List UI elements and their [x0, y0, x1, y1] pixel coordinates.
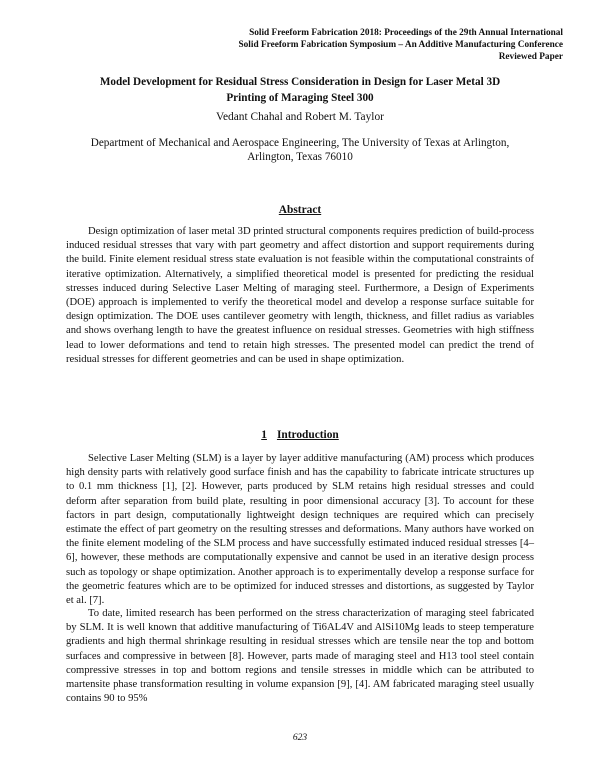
introduction-paragraph-1: Selective Laser Melting (SLM) is a layer by layer additive manufacturing (AM) process which produces high density parts with relatively good surface finish and has the capability to fabricate intricate structures up to 0.1 mm thickness [1], [2]. However, parts produced by SLM retains high residual stresses and could deform after separation from build plate, resulting in poor dimensional accuracy [3]. To account for these factors in part design, computationally lightweight design techniques are required which can precisely estimate the effect of part geometry on the resulting stresses and deformations. Many authors have worked on the finite element modeling of the SLM process and have successfully estimated induced residual stresses [4–6], however, these methods are computationally expensive and cannot be used in an iterative design process such as topology or shape optimization. Another approach is to experimentally develop a response surface for the geometric features which are to be optimized for induced stresses and distortions, as suggested by Taylor et al. [7].	[66, 453, 534, 607]
introduction-paragraph-2: To date, limited research has been performed on the stress characterization of maraging steel fabricated by SLM. It is well known that additive manufacturing of Ti6AL4V and AlSi10Mg leads to steep temperature gradients and high thermal shrinkage resulting in residual stresses which are tensile near the top and bottom surfaces and compressive in between [8]. However, parts made of maraging steel and H13 tool steel contain compressive stresses in top and bottom regions and tensile stresses in middle which can be attributed to martensite phase transformation resulting in volume expansion [9], [4]. AM fabricated maraging steel usually contains 90 to 95%	[66, 608, 534, 705]
affiliation-line-1: Department of Mechanical and Aerospace Engineering, The University of Texas at Arlington,	[90, 137, 510, 149]
abstract-text: Design optimization of laser metal 3D printed structural components requires prediction of build-process induced residual stresses that vary with part geometry and affect distortion and support requirements during the build. Finite element residual stress state evaluation is not feasible within the computational constraints of iterative optimization. Alternatively, a simplified theoretical model is presented for predicting the residual stresses induced during Selective Laser Melting of maraging steel. Furthermore, a Design of Experiments (DOE) approach is implemented to verify the theoretical model and develop a response surface suitable for design optimization. The DOE uses cantilever geometry with length, thickness, and fillet radius as variables and shows overhang length to have the greatest influence on residual stresses. Geometries with high stiffness lead to lower deformations and tend to retain high stresses. The presented model can predict the trend of residual stresses for different geometries and can be used in shape optimization.	[66, 226, 534, 365]
authors: Vedant Chahal and Robert M. Taylor	[216, 111, 384, 123]
paper-title	[60, 75, 540, 106]
abstract-heading	[60, 203, 540, 217]
conference-header-line-2: Solid Freeform Fabrication Symposium – An Additive Manufacturing Conference	[238, 40, 563, 51]
page-number: 623	[292, 733, 308, 743]
conference-header-line-3: Reviewed Paper	[498, 52, 563, 63]
conference-header	[238, 27, 563, 64]
abstract-heading-text: Abstract	[278, 204, 322, 216]
paper-title-line-2: Printing of Maraging Steel 300	[226, 91, 374, 104]
paper-title-line-1: Model Development for Residual Stress Consideration in Design for Laser Metal 3D	[99, 76, 501, 88]
introduction-heading	[60, 428, 540, 442]
section-number: 1	[261, 429, 267, 441]
affiliation	[60, 136, 540, 165]
introduction-heading-text: Introduction	[276, 429, 339, 441]
affiliation-line-2: Arlington, Texas 76010	[247, 151, 353, 164]
conference-header-line-1: Solid Freeform Fabrication 2018: Proceedings of the 29th Annual International	[249, 28, 563, 38]
